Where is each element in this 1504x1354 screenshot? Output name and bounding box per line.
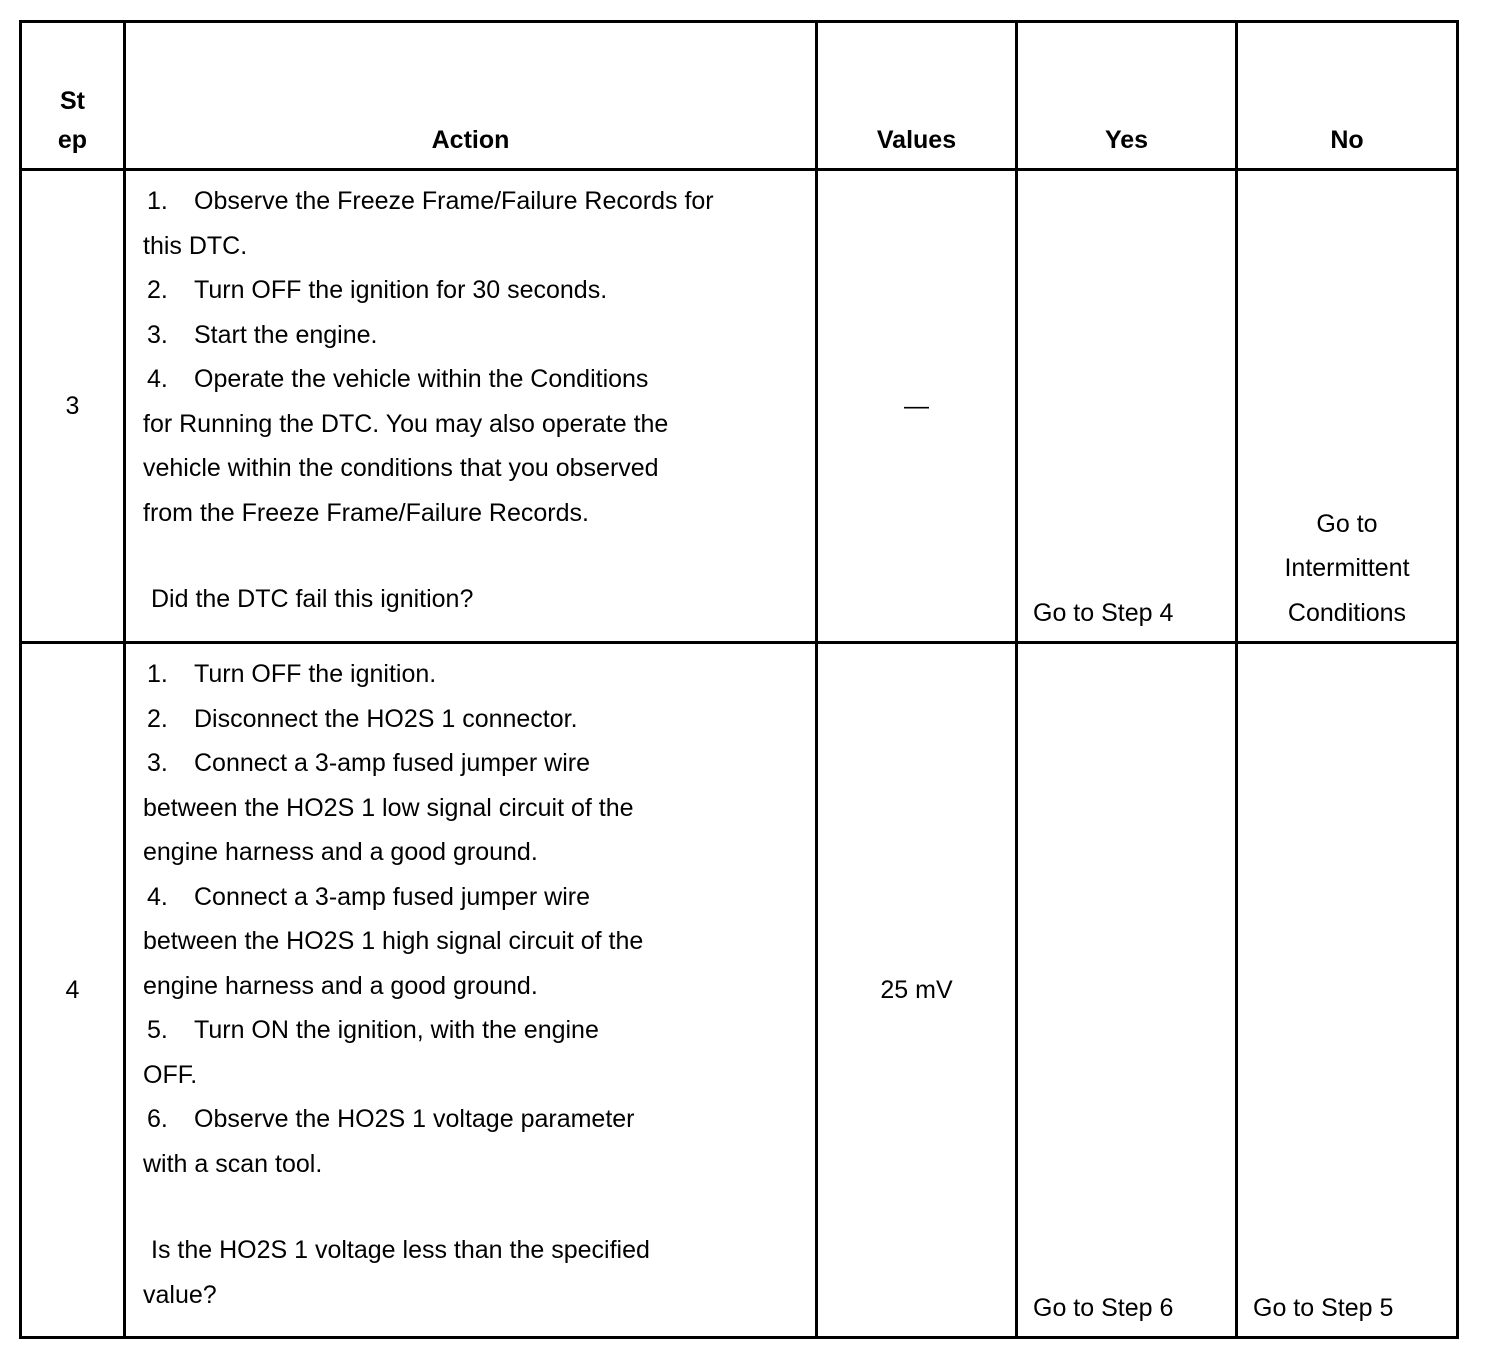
action-num: 1. (147, 660, 168, 688)
action-line (143, 697, 785, 742)
header-row (21, 22, 1458, 170)
action-text: OFF. (143, 1060, 198, 1089)
action-num: 3. (147, 749, 168, 777)
action-line (143, 919, 785, 964)
action-line (143, 357, 785, 402)
header-action: Action (125, 22, 817, 170)
action-num: 5. (147, 1016, 168, 1044)
no-cell (1237, 643, 1458, 1338)
values-cell: 25 mV (817, 643, 1017, 1338)
table-row (21, 170, 1458, 643)
action-text: Connect a 3-amp fused jumper wire (194, 882, 591, 911)
action-text: with a scan tool. (143, 1149, 323, 1178)
action-text: engine harness and a good ground. (143, 838, 538, 866)
action-line (143, 875, 785, 920)
action-num: 6. (147, 1105, 168, 1133)
action-line (143, 830, 785, 875)
action-num: 2. (147, 704, 168, 733)
action-text: Disconnect the HO2S 1 connector. (194, 704, 578, 733)
step-cell: 3 (21, 170, 125, 643)
spacer (143, 535, 785, 577)
action-text: Operate the vehicle within the Conditions (194, 365, 649, 393)
no-text: Conditions (1287, 598, 1407, 627)
action-line (143, 652, 785, 697)
action-cell (125, 643, 817, 1338)
values-cell: — (817, 170, 1017, 643)
action-num: 3. (147, 320, 168, 349)
yes-text: Go to Step 4 (1033, 598, 1174, 627)
yes-cell (1017, 170, 1237, 643)
action-line (143, 786, 785, 831)
header-step (21, 22, 125, 170)
action-line (143, 1008, 785, 1053)
action-text: for Running the DTC. You may also operate the (143, 409, 669, 438)
action-line (143, 446, 785, 491)
action-text: Start the engine. (194, 320, 378, 349)
action-text: Turn ON the ignition, with the engine (194, 1016, 599, 1044)
action-line (143, 402, 785, 447)
header-yes: Yes (1017, 22, 1237, 170)
no-text: Intermittent (1284, 554, 1410, 582)
action-line (143, 1053, 785, 1098)
header-no: No (1237, 22, 1458, 170)
action-text: engine harness and a good ground. (143, 971, 538, 1000)
action-num: 4. (147, 882, 168, 911)
action-num: 4. (147, 365, 168, 393)
action-text: Observe the HO2S 1 voltage parameter (194, 1105, 635, 1133)
action-text: between the HO2S 1 low signal circuit of the (143, 793, 634, 822)
action-text: Turn OFF the ignition. (194, 660, 437, 688)
action-cell (125, 170, 817, 643)
action-line (143, 224, 785, 269)
action-line (143, 491, 785, 536)
action-question: value? (143, 1280, 217, 1309)
action-line (143, 268, 785, 313)
action-text: Turn OFF the ignition for 30 seconds. (194, 276, 608, 304)
action-text: vehicle within the conditions that you observed (143, 454, 659, 482)
action-num: 2. (147, 276, 168, 304)
action-num: 1. (147, 187, 168, 215)
table-row (21, 643, 1458, 1338)
spacer (143, 1186, 785, 1228)
action-line (143, 741, 785, 786)
header-step-line: ep (57, 126, 88, 154)
action-text: this DTC. (143, 231, 248, 260)
action-line (143, 313, 785, 358)
action-question: Did the DTC fail this ignition? (151, 585, 474, 613)
action-line (143, 1142, 785, 1187)
header-values: Values (817, 22, 1017, 170)
action-text: Connect a 3-amp fused jumper wire (194, 749, 591, 777)
yes-cell (1017, 643, 1237, 1338)
no-text: Go to (1316, 509, 1378, 538)
no-text: Go to Step 5 (1253, 1293, 1394, 1322)
action-line (143, 1097, 785, 1142)
step-cell: 4 (21, 643, 125, 1338)
diagnostic-table (19, 20, 1459, 1339)
action-line (143, 179, 785, 224)
action-question: Is the HO2S 1 voltage less than the specified (151, 1236, 650, 1264)
no-cell (1237, 170, 1458, 643)
header-step-line: St (60, 87, 85, 115)
action-text: between the HO2S 1 high signal circuit of the (143, 927, 644, 955)
action-text: from the Freeze Frame/Failure Records. (143, 498, 589, 527)
action-line (143, 964, 785, 1009)
yes-text: Go to Step 6 (1033, 1293, 1174, 1322)
action-text: Observe the Freeze Frame/Failure Records for (194, 187, 714, 215)
